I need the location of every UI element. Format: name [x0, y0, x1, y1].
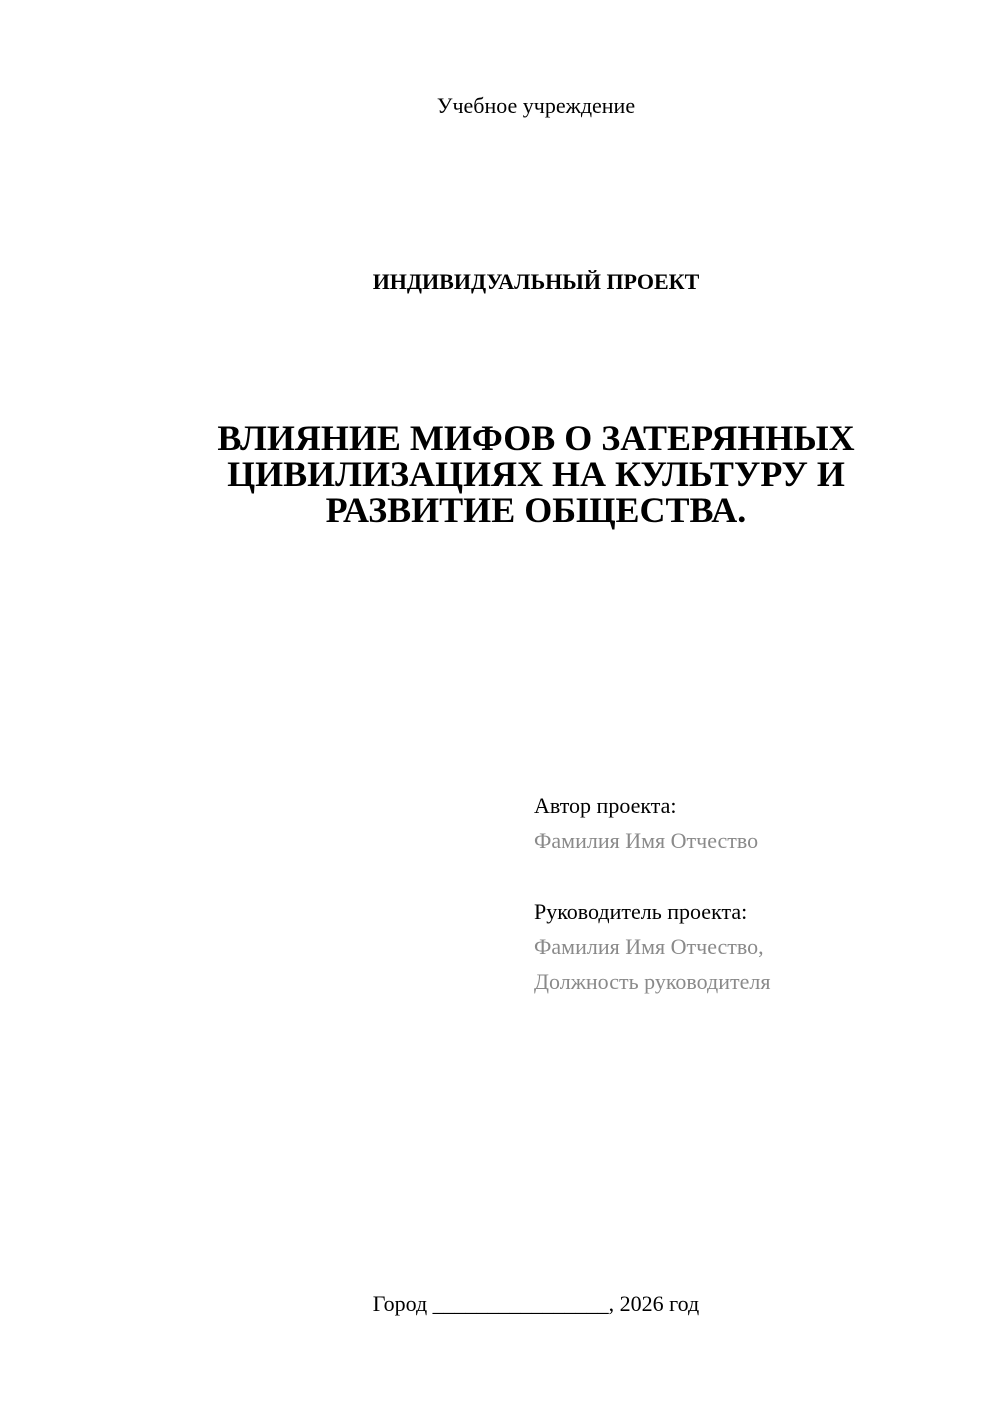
title-line: ЦИВИЛИЗАЦИЯХ НА КУЛЬТУРУ И — [227, 454, 845, 494]
city-label: Город — [372, 1291, 428, 1316]
city-year-line — [0, 1289, 1000, 1319]
institution-name: Учебное учреждение — [436, 93, 636, 118]
supervisor-name-placeholder: Фамилия Имя Отчество, — [534, 934, 764, 959]
supervisor-position-placeholder: Должность руководителя — [534, 969, 771, 994]
author-label: Автор проекта: — [534, 793, 677, 818]
spacer — [534, 858, 954, 894]
credits-block — [534, 788, 954, 999]
city-blank-line: ________________ — [432, 1291, 609, 1316]
title-line: ВЛИЯНИЕ МИФОВ О ЗАТЕРЯННЫХ — [217, 418, 855, 458]
author-name-placeholder: Фамилия Имя Отчество — [534, 828, 759, 853]
title-line: РАЗВИТИЕ ОБЩЕСТВА. — [325, 490, 747, 530]
supervisor-label: Руководитель проекта: — [534, 899, 748, 924]
project-title — [180, 420, 892, 528]
year-text: , 2026 год — [608, 1291, 700, 1316]
document-type: ИНДИВИДУАЛЬНЫЙ ПРОЕКТ — [372, 269, 700, 294]
